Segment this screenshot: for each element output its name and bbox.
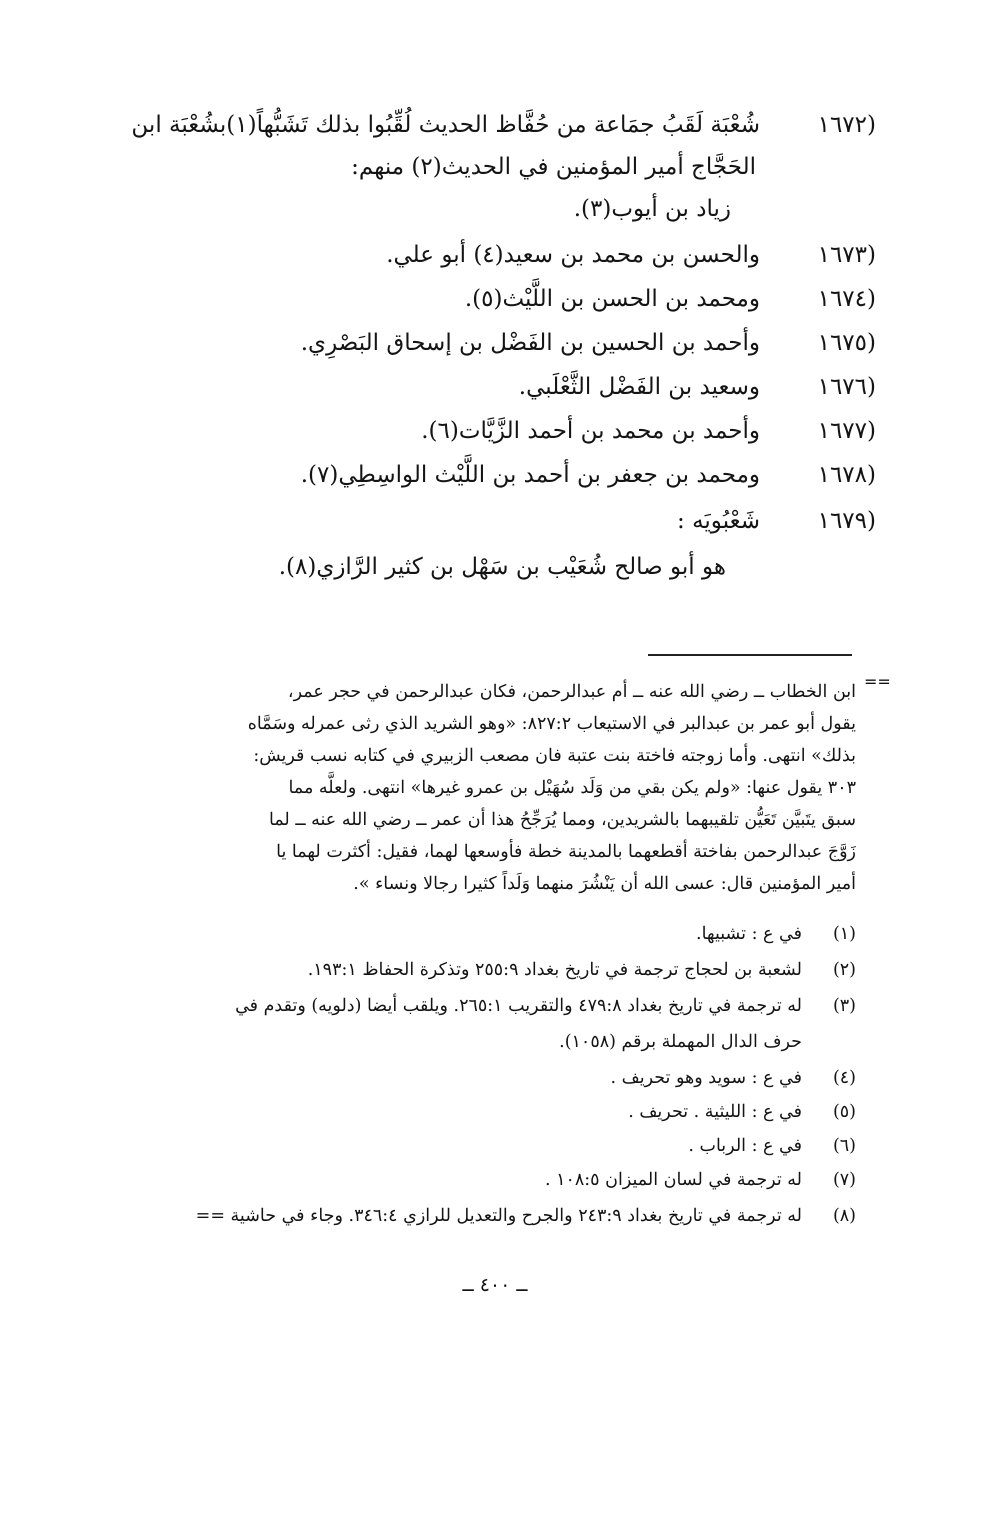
footnote-text: له ترجمة في لسان الميزان ١٠٨:٥ . (544, 1170, 802, 1190)
footnote-number: (٢) (832, 960, 856, 980)
entry-number: (١٦٧٧ (817, 418, 876, 444)
footnote-number: (٦) (832, 1136, 856, 1156)
entry-text: شُعْبَة لَقَبُ جمَاعة من حُفَّاظ الحديث لُقِّبُوا بذلك تَشَبُّهاً(١)بشُعْبَة ابن (131, 112, 760, 138)
footnote-text: في ع : تشبيها. (696, 924, 802, 944)
footnote-text: حرف الدال المهملة برقم (١٠٥٨). (559, 1032, 802, 1052)
footnote-continued-line: ٣٠٣ يقول عنها: «ولم يكن بقي من وَلَد سُهَيْل بن عمرو غيرها» انتهى. ولعلَّه مما (288, 778, 856, 798)
entry-continuation: زياد بن أيوب(٣). (573, 196, 731, 222)
entry-text: والحسن بن محمد بن سعيد(٤) أبو علي. (386, 242, 760, 268)
entry-text: ومحمد بن جعفر بن أحمد بن اللَّيْث الواسِطِي(٧). (300, 462, 760, 488)
entry-number: (١٦٧٥ (817, 330, 876, 356)
entry-number: (١٦٧٤ (817, 286, 876, 312)
entry-text: ومحمد بن الحسن بن اللَّيْث(٥). (464, 286, 760, 312)
footnote-separator (648, 654, 852, 656)
entry-text: وأحمد بن محمد بن أحمد الزَّيَّات(٦). (421, 418, 760, 444)
footnote-number: (١) (832, 924, 856, 944)
entry-number: (١٦٧٩ (817, 508, 876, 534)
footnote-continued-line: زَوَّجَ عبدالرحمن بفاختة أقطعهما بالمدينة خطة فأوسعها لهما، فقيل: أكثرت لهما يا (276, 842, 856, 862)
footnote-continued-line: بذلك» انتهى. وأما زوجته فاختة بنت عتبة فان مصعب الزبيري في كتابه نسب قريش: (253, 746, 856, 766)
footnote-text: لشعبة بن لحجاج ترجمة في تاريخ بغداد ٢٥٥:٩ وتذكرة الحفاظ ١٩٣:١. (307, 960, 802, 980)
entry-number: (١٦٧٣ (817, 242, 876, 268)
continuation-mark: == (864, 672, 891, 691)
footnote-number: (٣) (832, 996, 856, 1016)
footnote-number: (٥) (832, 1102, 856, 1122)
footnote-text: في ع : الرباب . (688, 1136, 802, 1156)
entry-continuation: الحَجَّاج أمير المؤمنين في الحديث(٢) منهم: (351, 154, 756, 180)
entry-continuation: هو أبو صالح شُعَيْب بن سَهْل بن كثير الرَّازي(٨). (278, 554, 726, 580)
footnote-text: في ع : الليثية . تحريف . (628, 1102, 802, 1122)
entry-text: وأحمد بن الحسين بن الفَضْل بن إسحاق البَصْرِي. (300, 330, 760, 356)
footnote-number: (٧) (832, 1170, 856, 1190)
page-number: ــ ٤٠٠ ــ (462, 1274, 528, 1296)
footnote-text: في ع : سويد وهو تحريف . (610, 1068, 802, 1088)
footnote-continued-line: سبق يتَبيَّن تَعَيُّن تلقيبهما بالشريدين، ومما يُرَجِّحُ هذا أن عمر ــ رضي الله عنه ــ لما (268, 810, 856, 830)
footnote-text: له ترجمة في تاريخ بغداد ٢٤٣:٩ والجرح والتعديل للرازي ٣٤٦:٤. وجاء في حاشية == (195, 1206, 802, 1226)
entry-text: شَعْبُويَه : (677, 508, 760, 534)
footnote-number: (٤) (832, 1068, 856, 1088)
entry-text: وسعيد بن الفَضْل الثَّعْلَبي. (518, 374, 760, 400)
entry-number: (١٦٧٨ (817, 462, 876, 488)
entry-number: (١٦٧٦ (817, 374, 876, 400)
footnote-text: له ترجمة في تاريخ بغداد ٤٧٩:٨ والتقريب ٢٦٥:١. ويلقب أيضا (دلويه) وتقدم في (235, 996, 802, 1016)
footnote-number: (٨) (832, 1206, 856, 1226)
footnote-continued-line: ابن الخطاب ــ رضي الله عنه ــ أم عبدالرحمن، فكان عبدالرحمن في حجر عمر، (287, 682, 856, 702)
entry-number: (١٦٧٢ (817, 112, 876, 138)
footnote-continued-line: أمير المؤمنين قال: عسى الله أن يَنْشُرَ منهما وَلَداً كثيرا رجالا ونساء ». (353, 874, 856, 894)
footnote-continued-line: يقول أبو عمر بن عبدالبر في الاستيعاب ٨٢٧:٢: «وهو الشريد الذي رثى عمرله وسَمَّاه (247, 714, 856, 734)
